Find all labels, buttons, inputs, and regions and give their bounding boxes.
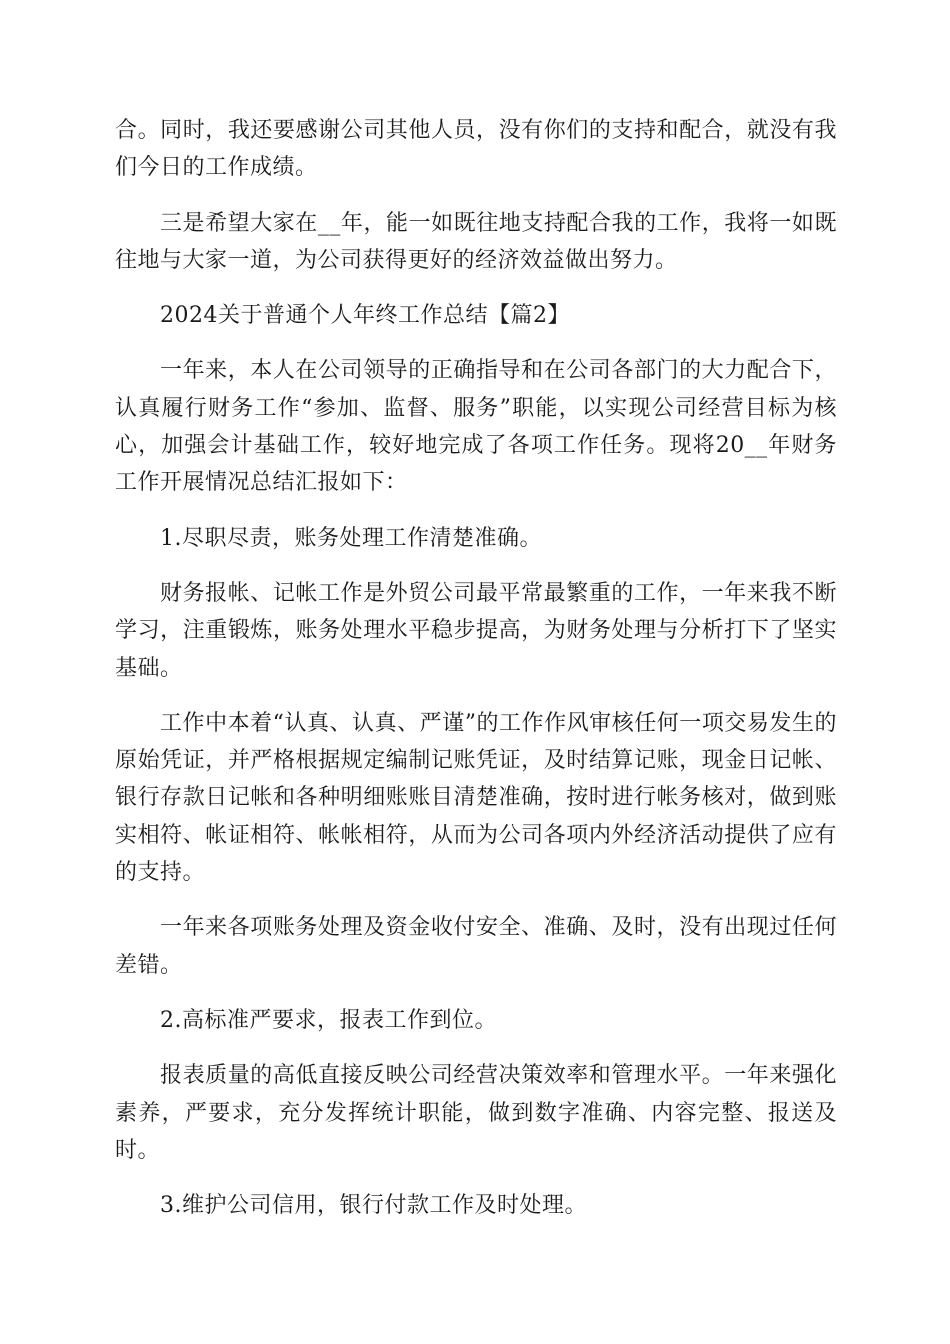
list-item-heading: 2.高标准严要求，报表工作到位。: [160, 1007, 497, 1033]
document-body: [115, 112, 837, 1242]
paragraph: 财务报帐、记帐工作是外贸公司最平常最繁重的工作，一年来我不断学习，注重锻炼，账务处理水平稳步提高，为财务处理与分析打下了坚实基础。: [115, 580, 837, 681]
paragraph: 工作中本着“认真、认真、严谨”的工作作风审核任何一项交易发生的原始凭证，并严格根据规定编制记账凭证，及时结算记账，现金日记帐、银行存款日记帐和各种明细账账目清楚准确，按时进行帐务核对，做到账实相符、帐证相符、帐帐相符，从而为公司各项内外经济活动提供了应有的支持。: [115, 710, 837, 886]
section-heading: 2024关于普通个人年终工作总结【篇2】: [160, 303, 570, 329]
list-item-heading: 1.尽职尽责，账务处理工作清楚准确。: [160, 525, 542, 551]
paragraph: 报表质量的高低直接反映公司经营决策效率和管理水平。一年来强化素养，严要求，充分发挥统计职能，做到数字准确、内容完整、报送及时。: [115, 1063, 837, 1163]
paragraph-continuation: 合。同时，我还要感谢公司其他人员，没有你们的支持和配合，就没有我们今日的工作成绩。: [115, 118, 837, 181]
paragraph: 一年来，本人在公司领导的正确指导和在公司各部门的大力配合下，认真履行财务工作“参加、监督、服务”职能，以实现公司经营目标为核心，加强会计基础工作，较好地完成了各项工作任务。现将20__年财务工作开展情况总结汇报如下：: [115, 358, 837, 496]
paragraph: 一年来各项账务处理及资金收付安全、准确、及时，没有出现过任何差错。: [115, 915, 837, 978]
paragraph: 三是希望大家在__年，能一如既往地支持配合我的工作，我将一如既往地与大家一道，为公司获得更好的经济效益做出努力。: [115, 210, 837, 273]
list-item-heading: 3.维护公司信用，银行付款工作及时处理。: [160, 1193, 587, 1219]
